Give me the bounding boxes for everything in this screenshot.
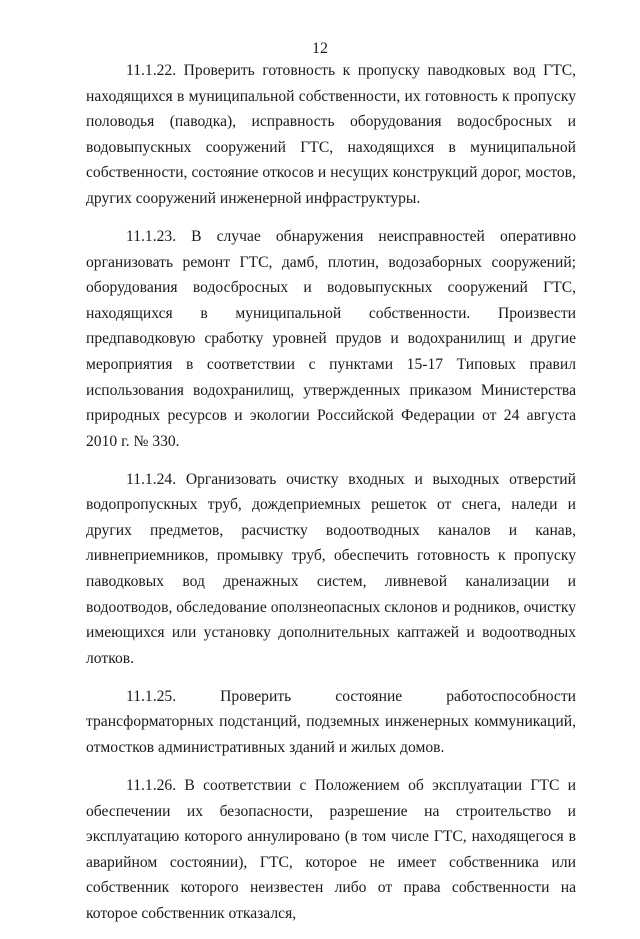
paragraph-11-1-23: 11.1.23. В случае обнаружения неисправностей оперативно организовать ремонт ГТС, дамб, плотин, водозаборных сооружений; оборудования водосбросных и водовыпускных сооружений ГТС, находящихся в муниципальной собственности. Произвести предпаводковую сработку уровней прудов и водохранилищ и другие мероприятия в соответствии с пунктами 15-17 Типовых правил использования водохранилищ, утвержденных приказом Министерства природных ресурсов и экологии Российской Федерации от 24 августа 2010 г. № 330.: [86, 227, 576, 450]
paragraph-11-1-26: 11.1.26. В соответствии с Положением об эксплуатации ГТС и обеспечении их безопасности, разрешение на строительство и эксплуатацию которого аннулировано (в том числе ГТС, находящегося в аварийном состоянии), ГТС, которое не имеет собственника или собственник которого неизвестен либо от права собственности на которое собственник отказался,: [86, 777, 576, 922]
page-number: 12: [312, 40, 328, 57]
paragraph-11-1-22: 11.1.22. Проверить готовность к пропуску паводковых вод ГТС, находящихся в муниципальной собственности, их готовность к пропуску половодья (паводка), исправность оборудования водосбросных и водовыпускных сооружений ГТС, находящихся в муниципальной собственности, состояние откосов и несущих конструкций дорог, мостов, других сооружений инженерной инфраструктуры.: [86, 62, 576, 207]
paragraph-11-1-24: 11.1.24. Организовать очистку входных и выходных отверстий водопропускных труб, дождеприемных решеток от снега, наледи и других предметов, расчистку водоотводных каналов и канав, ливнеприемников, промывку труб, обеспечить готовность к пропуску паводковых вод дренажных систем, ливневой канализации и водоотводов, обследование оползнеопасных склонов и родников, очистку имеющихся или установку дополнительных каптажей и водоотводных лотков.: [86, 470, 576, 667]
paragraph-11-1-25: 11.1.25. Проверить состояние работоспособности трансформаторных подстанций, подземных инженерных коммуникаций, отмостков административных зданий и жилых домов.: [86, 687, 576, 757]
document-body: [86, 58, 576, 939]
